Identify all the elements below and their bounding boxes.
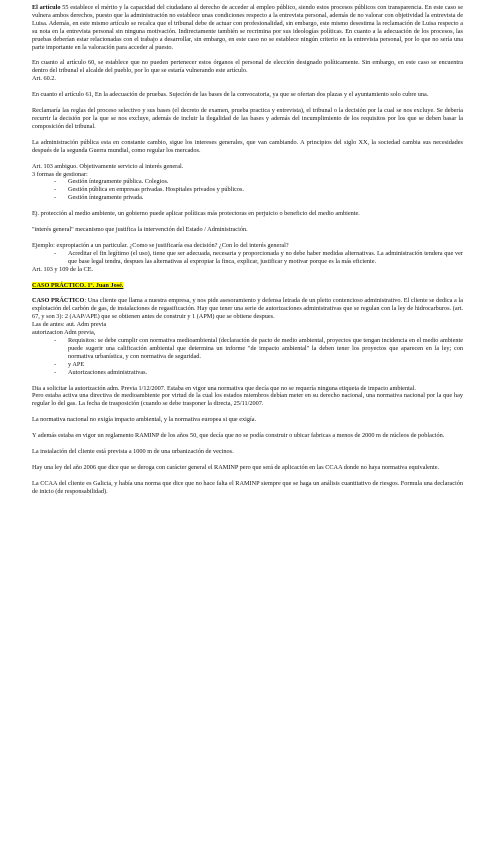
paragraph-art-103: Art. 103 ambiguo. Objetivamente servicio al interés general. <box>32 162 184 170</box>
paragraph-lead-bold: El artículo <box>32 4 61 11</box>
list-item: - Gestión íntegramente privada. <box>54 194 463 202</box>
paragraph-text: 55 establece el mérito y la capacidad del ciudadano al derecho de acceder al empleo público, siendo estos procesos públicos con transparencia. En este caso se vulnera ambos derechos, puesto que la administración no establece unas condiciones respecto a la entrevista personal, además de no valorar con objetividad la entrevista de Luisa. Además, en este mismo artículo se recalca que el tribunal debe de actuar con profesionalidad, sin embargo, este mismo desestima la reclamación de Luisa respecto a su nota en la entrevista personal sin ninguna motivación. Indirectamente también se recrimina por sus ideologías políticas. En cuanto a la adecuación de los procesos, las pruebas deberían estar relacionadas con el trabajo a desarrollar, sin embargo, en este caso no se establece ningún criterio en la entrevista personal, por lo que no sería una parte importante en la valoración para acceder al puesto. <box>32 4 463 51</box>
paragraph-ley-2006: Hay una ley del año 2006 que dice que se deroga con carácter general el RAMINP pero que será de aplicación en las CCAA donde no haya normativa equivalente. <box>32 463 440 471</box>
list-item: - Acreditar el fin legítimo (el uso), tiene que ser adecuada, necesaria y proporcionada y no debe haber medidas alternativas. La administración tendera que ver que base legal tendra, despues las alternativas al expropiar la finca, explicar, justificar y motivar porque es la más eficiente. <box>54 250 463 266</box>
paragraph-formas-gestionar: 3 formas de gestionar: <box>32 170 88 178</box>
paragraph-galicia: La CCAA del cliente es Galicia, y había una norma que dice que no hace falta el RAMINP siempre que se haga un análisis cuantitativo de riesgos. Formula una declaración de inicio (de responsabilidad). <box>32 479 463 495</box>
paragraph-interes-general: "interés general" mecanismo que justifica la intervención del Estado / Administración. <box>32 226 248 234</box>
list-item: - Gestión pública en empresas privadas. Hospitales privados y públicos. <box>54 186 463 194</box>
paragraph-art-60-2: Art. 60.2. <box>32 75 56 83</box>
paragraph-caso-practico <box>32 297 463 321</box>
paragraph-text: : Una cliente que llama a nuestra empresa, y nos pide asesoramiento y defensa letrada de un pleito contencioso administrativo. El cliente se dedica a la explotación del carbón de gas, de instalaciones de regasificación. Hay que tener una serie de autorizaciones administrativas que se regulan con la ley de hidrocarburos. (art. 67, y son 3): 2 (AAP/APE) que se obtienen antes de construir y 1 (APM) que se obtiene despues. <box>32 297 463 321</box>
paragraph-directiva: Pero estaba activa una directiva de medioambiente por virtud de la cual los estados miembros debían meter en su derecho nacional, una normativa nacional por la que hay regular lo del gas. La fecha de trasposición (cuando se debe trasponer la directa, 25/11/2007. <box>32 392 463 408</box>
section-heading-caso-practico <box>32 282 463 290</box>
paragraph-instalacion: La instalación del cliente está prevista a 1000 m de una urbanización de vecinos. <box>32 448 234 456</box>
paragraph-articulo-55 <box>32 4 463 51</box>
list-formas-gestion <box>32 178 463 202</box>
list-item: - Autorizaciones administrativas. <box>54 369 463 377</box>
paragraph-administracion-publica: La administración pública esta en constante cambio, sigue los intereses generales, que van cambiando. A principios del siglo XX, la sociedad cambia sus necesidades después de la segunda Guerra mundial, como regular los mercados. <box>32 138 463 154</box>
paragraph-autorizacion-previa: autorizacion Adm previa, <box>32 329 96 337</box>
paragraph-articulo-61: En cuanto el artículo 61, En la adecuación de pruebas. Sujeción de las bases de la convocatoria, ya que se ofertan dos plazas y el ayuntamiento solo cubre una. <box>32 91 429 99</box>
paragraph-expropiacion: Ejemplo: expropiación a un particular. ¿Como se justificaría esa decisión? ¿Con lo del interés general? <box>32 241 289 249</box>
list-item: - y APE <box>54 361 463 369</box>
highlighted-heading: CASO PRÁCTICO. 1º. Juan José. <box>32 281 124 289</box>
list-requisitos <box>32 337 463 377</box>
list-item: - Requisitos: se debe cumplir con normativa medioambiental (declaración de pacto de medio ambiental, proyectos que tengan incidencia en el medio ambiente puede sugerir una calificación ambiental que determina un informe "de impacto ambiental" la deben tener los proyectos que aparecen en la ley; con normativa urbanística, y con normativa de seguridad. <box>54 337 463 361</box>
list-fin-legitimo <box>32 250 463 266</box>
paragraph-dia-solicitar: Dia a solicitar la autorización adm. Previa 1/12/2007. Estaba en vigor una normativa que decía que no se requería ninguna etiqueta de impacto ambiental. <box>32 384 416 392</box>
paragraph-antes: Las de antes: aut. Adm previa <box>32 321 107 329</box>
paragraph-lead-bold: CASO PRÁCTICO <box>32 297 85 305</box>
list-item: - Gestión íntegramente pública. Colegios. <box>54 178 463 186</box>
paragraph-art-103-109: Art. 103 y 109 de la CE. <box>32 265 94 273</box>
paragraph-articulo-60: En cuanto al artículo 60, se establece que no pueden pertenecer estos órganos el personal de elección designado políticamente. Sin embargo, en este caso se encuentra dentro del tribunal el alcalde del pueblo, por lo que se estaría vulnerando este artículo. <box>32 59 463 75</box>
paragraph-medio-ambiente: Ej. protección al medio ambiente, un gobierno puede aplicar políticas más protectoras en perjuicio o beneficio del medio ambiente. <box>32 210 360 218</box>
paragraph-raminp: Y además estaba en vigor un reglamento RAMINP de los años 50, que decía que no se podía construir o ubicar fabricas a menos de 2000 m de núcleos de población. <box>32 432 445 440</box>
paragraph-normativa-nacional: La normativa nacional no exigía impacto ambiental, y la normativa europea si que exigía. <box>32 416 257 424</box>
paragraph-reclamaria: Reclamaría las reglas del proceso selectivo y sus bases (el decreto de examen, prueba practica y entrevista), el tribunal o la decisión por la cual se nos excluye. Se debería recurrir la decisión por la que se nos excluye, además de incluir la ilegalidad de las bases y además del incumplimiento de los requisitos por los que se deben basar la composición del tribunal. <box>32 107 463 130</box>
